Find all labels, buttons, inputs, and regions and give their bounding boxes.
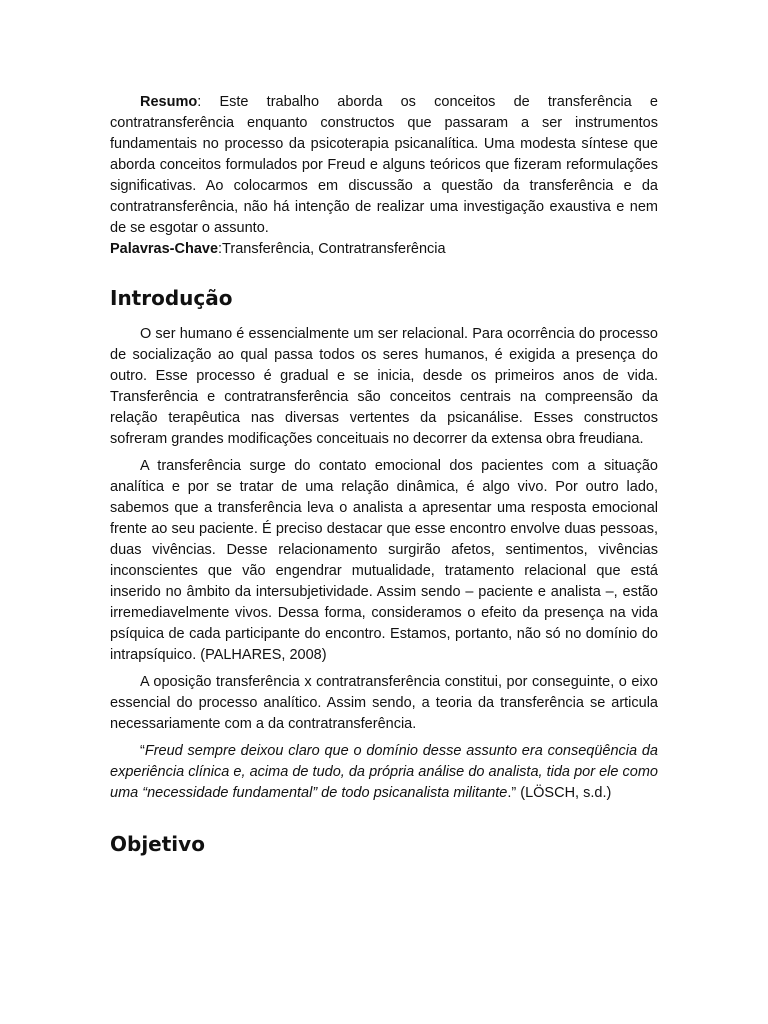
abstract-paragraph: [110, 92, 658, 239]
keywords-line: [110, 239, 658, 260]
intro-paragraph-2: A transferência surge do contato emocional dos pacientes com a situação analítica e por se tratar de uma relação dinâmica, é algo vivo. Por outro lado, sabemos que a transferência leva o analista a apresentar uma resposta emocional frente ao seu paciente. É preciso destacar que esse encontro envolve duas pessoas, duas vivências. Desse relacionamento surgirão afetos, sentimentos, vivências inconscientes que vão engendrar mutualidade, tratamento relacional que está inserido no âmbito da intersubjetividade. Assim sendo – paciente e analista –, estão irremediavelmente vivos. Dessa forma, consideramos o efeito da presença na vida psíquica de cada participante do encontro. Estamos, portanto, não só no domínio do intrapsíquico. (PALHARES, 2008): [110, 458, 658, 663]
section-heading-objective: Objetivo: [110, 832, 205, 856]
quote-citation: .” (LÖSCH, s.d.): [507, 785, 612, 801]
intro-paragraph-3: A oposição transferência x contratransferência constitui, por conseguinte, o eixo essencial do processo analítico. Assim sendo, a teoria da transferência se articula necessariamente com a da contratransferência.: [110, 674, 658, 732]
abstract-text: Este trabalho aborda os conceitos de transferência e contratransferência enquanto constructos que passaram a ser instrumentos fundamentais no processo da psicoterapia psicanalítica. Uma modesta síntese que aborda conceitos formulados por Freud e alguns teóricos que fizeram reformulações significativas. Ao colocarmos em discussão a questão da transferência e da contratransferência, não há intenção de realizar uma investigação exaustiva e nem de se esgotar o assunto.: [110, 94, 658, 236]
abstract-separator: :: [197, 94, 220, 110]
keywords-text: Transferência, Contratransferência: [222, 241, 446, 257]
document-page: [110, 92, 658, 856]
keywords-label: Palavras-Chave: [110, 241, 219, 257]
quote-open-mark: “: [140, 743, 145, 759]
quote-text: Freud sempre deixou claro que o domínio desse assunto era conseqüência da experiência clínica e, acima de tudo, da própria análise do analista, tida por ele como uma “necessidade fundamental” de todo psicanalista militante: [110, 743, 658, 801]
intro-paragraph-1: O ser humano é essencialmente um ser relacional. Para ocorrência do processo de socialização ao qual passa todos os seres humanos, é exigida a presença do outro. Esse processo é gradual e se inicia, desde os primeiros anos de vida. Transferência e contratransferência são conceitos centrais na compreensão da relação terapêutica nas diversas vertentes da psicanálise. Esses constructos sofreram grandes modificações conceituais no decorrer da extensa obra freudiana.: [110, 326, 658, 447]
intro-quote: [110, 741, 658, 804]
section-heading-introduction: Introdução: [110, 286, 233, 310]
abstract-label: Resumo: [140, 94, 198, 110]
keywords-separator: :: [218, 241, 223, 257]
